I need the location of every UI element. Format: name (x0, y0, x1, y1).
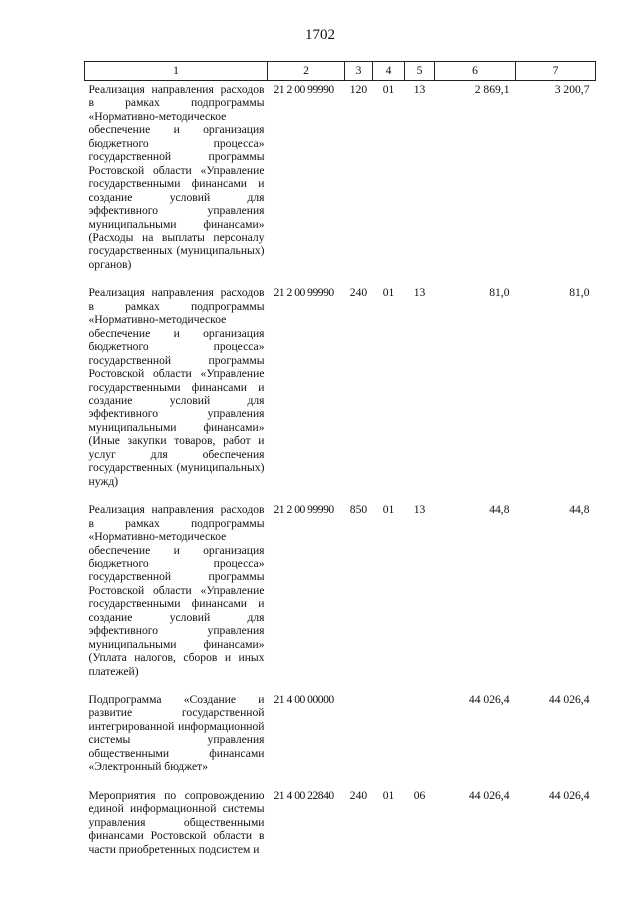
amount-year-1: 44 026,4 (468, 693, 510, 707)
page-number: 1702 (305, 27, 335, 43)
target-article-code: 21 4 00 22840 (273, 788, 334, 802)
subsection-code: 13 (413, 503, 426, 517)
expense-type-code: 240 (349, 788, 368, 802)
table-row (85, 81, 596, 285)
column-header-vr: 3 (345, 62, 373, 81)
section-code (373, 691, 405, 787)
expense-type-code: 850 (349, 503, 368, 517)
subsection-code: 06 (413, 788, 426, 802)
table-row (85, 691, 596, 787)
section-code: 01 (382, 788, 395, 802)
amount-year-1: 2 869,1 (474, 83, 510, 96)
table-row (85, 284, 596, 501)
section-code: 01 (382, 286, 395, 300)
expense-type-code: 240 (349, 286, 368, 300)
subsection-code: 13 (413, 286, 426, 300)
amount-year-2: 44 026,4 (548, 788, 590, 802)
header-row (85, 62, 596, 81)
amount-year-2: 44 026,4 (548, 693, 590, 707)
column-header-sum-2: 7 (516, 62, 596, 81)
amount-year-2: 44,8 (569, 503, 590, 517)
table-header (85, 62, 596, 81)
target-article-code: 21 2 00 99990 (273, 83, 334, 96)
expense-type-code (345, 691, 373, 787)
section-code: 01 (382, 503, 395, 517)
expense-name: Мероприятия по сопровождению единой информационной системы управления общественными финансами Ростовской области в части приобретенных подсистем и (88, 788, 265, 856)
amount-year-2: 3 200,7 (554, 83, 590, 96)
amount-year-1: 81,0 (489, 286, 510, 300)
column-header-name: 1 (85, 62, 268, 81)
target-article-code: 21 2 00 99990 (273, 286, 334, 300)
target-article-code: 21 4 00 00000 (273, 693, 334, 707)
expense-name: Реализация направления расходов в рамках подпрограммы «Нормативно-методическое обеспечение и организация бюджетного процесса» государственной программы Ростовской области «Управление государственными финансами и создание условий для эффективного управления муниципальными финансами» (Расходы на выплаты персоналу государственных (муниципальных) органов) (88, 83, 265, 271)
column-header-csr: 2 (268, 62, 345, 81)
budget-table (84, 61, 596, 869)
column-header-rz: 4 (373, 62, 405, 81)
target-article-code: 21 2 00 99990 (273, 503, 334, 517)
subsection-code (405, 691, 435, 787)
table-row (85, 501, 596, 691)
amount-year-1: 44,8 (489, 503, 510, 517)
table-row (85, 787, 596, 869)
section-code: 01 (382, 83, 395, 96)
expense-name: Реализация направления расходов в рамках подпрограммы «Нормативно-методическое обеспечение и организация бюджетного процесса» государственной программы Ростовской области «Управление государственными финансами и создание условий для эффективного управления муниципальными финансами» (Иные закупки товаров, работ и услуг для обеспечения государственных (муниципальных) нужд) (88, 286, 265, 488)
table-body (85, 81, 596, 870)
column-header-pr: 5 (405, 62, 435, 81)
amount-year-1: 44 026,4 (468, 788, 510, 802)
expense-name: Подпрограмма «Создание и развитие государственной интегрированной информационной системы управления общественными финансами «Электронный бюджет» (88, 693, 265, 774)
column-header-sum-1: 6 (435, 62, 516, 81)
amount-year-2: 81,0 (569, 286, 590, 300)
subsection-code: 13 (413, 83, 426, 96)
expense-type-code: 120 (349, 83, 368, 96)
expense-name: Реализация направления расходов в рамках подпрограммы «Нормативно-методическое обеспечение и организация бюджетного процесса» государственной программы Ростовской области «Управление государственными финансами и создание условий для эффективного управления муниципальными финансами» (Уплата налогов, сборов и иных платежей) (88, 503, 265, 678)
